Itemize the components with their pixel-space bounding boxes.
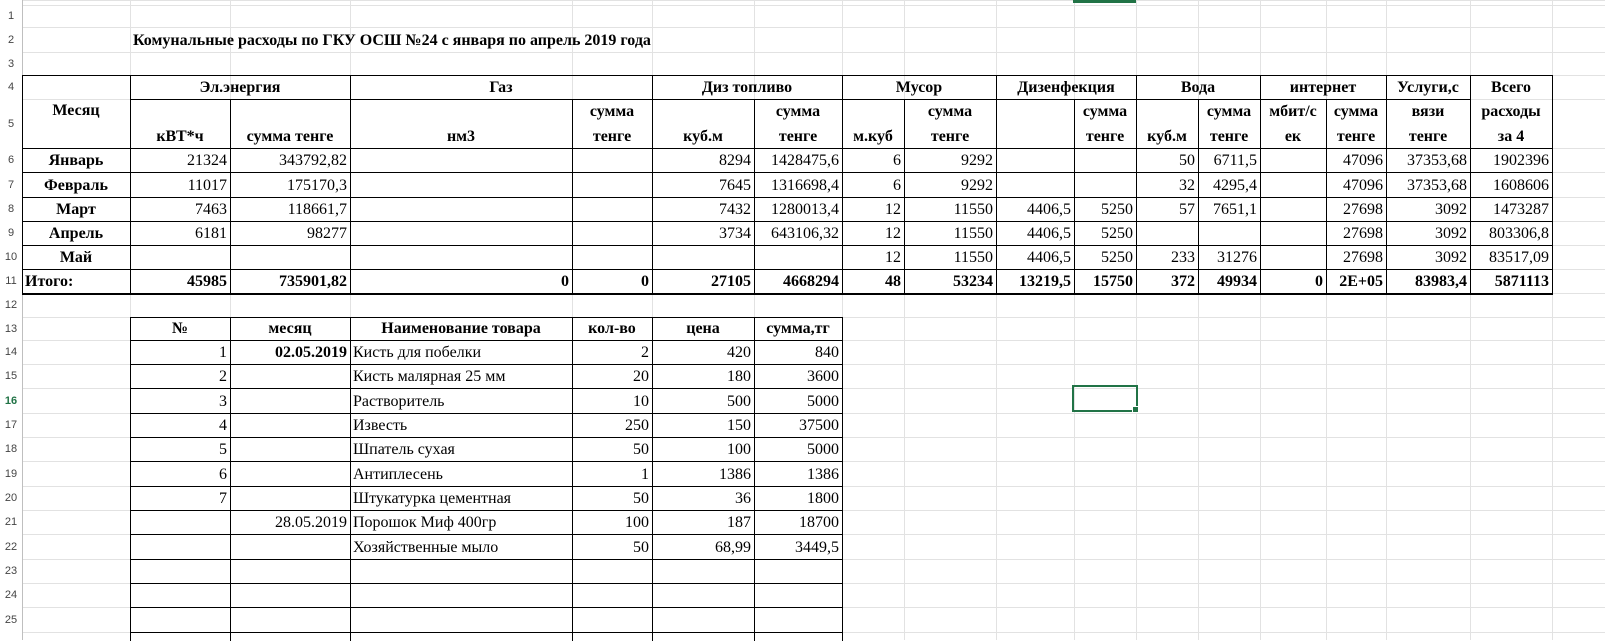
border-line <box>130 437 843 438</box>
data-cell[interactable]: 47096 <box>1343 153 1383 169</box>
data-cell[interactable]: 12 <box>885 250 901 266</box>
totals-cell[interactable]: 5871113 <box>1494 274 1549 290</box>
gridline-horizontal <box>0 5 1605 6</box>
header-trash[interactable]: Мусор <box>895 80 943 96</box>
data-cell[interactable]: 1473287 <box>1493 202 1549 218</box>
subheader-sum[interactable]: сумма <box>775 104 821 120</box>
subheader-nm3[interactable]: нм3 <box>446 129 476 145</box>
border-line <box>130 583 843 584</box>
row-number[interactable]: 4 <box>7 81 15 93</box>
data-cell[interactable]: 7651,1 <box>1213 202 1257 218</box>
border-line <box>842 317 843 641</box>
header-total[interactable]: расходы <box>1481 104 1541 120</box>
fill-handle[interactable] <box>1132 406 1139 413</box>
data-cell[interactable]: 1608606 <box>1493 178 1549 194</box>
item-qty[interactable]: 100 <box>625 515 649 531</box>
totals-cell[interactable]: 13219,5 <box>1019 274 1071 290</box>
totals-cell[interactable]: 27105 <box>711 274 751 290</box>
border-line <box>22 75 1553 76</box>
item-number[interactable]: 4 <box>219 418 227 434</box>
border-line <box>130 461 843 462</box>
border-line <box>230 99 231 294</box>
totals-cell[interactable]: 2E+05 <box>1339 274 1383 290</box>
totals-cell[interactable]: 0 <box>641 274 649 290</box>
data-cell[interactable]: 343792,82 <box>279 153 347 169</box>
border-line <box>22 172 1553 173</box>
data-cell[interactable]: 31276 <box>1217 250 1257 266</box>
item-number[interactable]: 5 <box>219 442 227 458</box>
border-line <box>130 632 843 633</box>
border-line <box>130 364 843 365</box>
border-line <box>130 607 843 608</box>
header-internet[interactable]: интернет <box>1289 80 1357 96</box>
active-column-marker <box>1073 0 1136 3</box>
col-month[interactable]: месяц <box>268 321 312 337</box>
row-number[interactable]: 14 <box>4 346 18 358</box>
data-cell[interactable]: 11550 <box>953 226 993 242</box>
item-sum[interactable]: 5000 <box>807 394 839 410</box>
totals-cell[interactable]: 0 <box>561 274 569 290</box>
border-line <box>754 317 755 641</box>
item-qty[interactable]: 250 <box>625 418 649 434</box>
row-number[interactable]: 25 <box>4 613 18 626</box>
row-number[interactable]: 16 <box>4 394 18 407</box>
data-cell[interactable]: 3092 <box>1435 250 1467 266</box>
item-name[interactable]: Кисть для побелки <box>353 345 482 361</box>
header-gas[interactable]: Газ <box>489 80 513 96</box>
header-electricity[interactable]: Эл.энергия <box>199 80 281 96</box>
data-cell[interactable]: 7432 <box>719 202 751 218</box>
subheader-sum[interactable]: сумма <box>927 104 973 120</box>
totals-cell[interactable]: 735901,82 <box>279 274 347 290</box>
data-cell[interactable]: 83517,09 <box>1489 250 1549 266</box>
subheader-sum[interactable]: тенге <box>778 129 818 145</box>
border-line <box>130 99 1471 100</box>
row-number[interactable]: 13 <box>4 322 18 335</box>
border-line <box>1386 75 1387 294</box>
row-number[interactable]: 1 <box>7 10 15 22</box>
item-qty[interactable]: 50 <box>633 540 649 556</box>
data-cell[interactable]: 98277 <box>307 226 347 242</box>
item-price[interactable]: 1386 <box>719 467 751 483</box>
row-number[interactable]: 10 <box>4 251 18 263</box>
totals-cell[interactable]: 0 <box>1315 274 1323 290</box>
data-cell[interactable]: 37353,68 <box>1407 178 1467 194</box>
border-line <box>130 75 131 294</box>
border-line <box>130 317 131 641</box>
border-line <box>22 293 1553 295</box>
row-number[interactable]: 24 <box>4 589 18 601</box>
item-price[interactable]: 180 <box>727 369 751 385</box>
item-qty[interactable]: 10 <box>633 394 649 410</box>
data-cell[interactable]: 4406,5 <box>1027 226 1071 242</box>
data-cell[interactable]: 27698 <box>1343 202 1383 218</box>
border-line <box>996 75 997 294</box>
data-cell[interactable]: 3734 <box>719 226 751 242</box>
row-number[interactable]: 22 <box>4 540 18 553</box>
border-line <box>652 317 653 641</box>
gridline-vertical <box>1074 0 1075 640</box>
totals-cell[interactable]: 4668294 <box>783 274 839 290</box>
data-cell[interactable]: 32 <box>1179 178 1195 194</box>
border-line <box>754 99 755 294</box>
totals-cell[interactable]: 15750 <box>1093 274 1133 290</box>
row-number[interactable]: 17 <box>4 419 18 431</box>
border-line <box>22 197 1553 198</box>
month-label[interactable]: Январь <box>48 153 104 169</box>
row-number[interactable]: 21 <box>4 516 18 528</box>
item-name[interactable]: Хозяйственные мыло <box>353 540 499 556</box>
data-cell[interactable]: 4295,4 <box>1213 178 1257 194</box>
item-name[interactable]: Растворитель <box>353 394 445 410</box>
item-qty[interactable]: 50 <box>633 442 649 458</box>
item-name[interactable]: Антиплесень <box>353 467 443 483</box>
col-qty[interactable]: кол-во <box>588 321 636 337</box>
data-cell[interactable]: 233 <box>1171 250 1195 266</box>
month-label[interactable]: Апрель <box>48 226 104 242</box>
border-line <box>904 99 905 294</box>
data-cell[interactable]: 3092 <box>1435 226 1467 242</box>
subheader-mbit[interactable]: мбит/с <box>1269 104 1317 120</box>
item-sum[interactable]: 3600 <box>807 369 839 385</box>
border-line <box>130 510 843 511</box>
gridline-horizontal <box>0 52 1605 53</box>
row-number[interactable]: 11 <box>5 275 17 287</box>
border-line <box>350 317 351 641</box>
subheader-sum[interactable]: тенге <box>1336 129 1376 145</box>
totals-cell[interactable]: 53234 <box>953 274 993 290</box>
data-cell[interactable]: 9292 <box>961 178 993 194</box>
border-line <box>1074 99 1075 294</box>
item-name[interactable]: Шпатель сухая <box>353 442 455 458</box>
gridline-horizontal <box>0 27 1605 28</box>
item-date[interactable]: 02.05.2019 <box>275 345 347 361</box>
data-cell[interactable]: 643106,32 <box>771 226 839 242</box>
data-cell[interactable]: 175170,3 <box>287 178 347 194</box>
data-cell[interactable]: 1280013,4 <box>771 202 839 218</box>
border-line <box>22 269 1553 270</box>
item-qty[interactable]: 2 <box>641 345 649 361</box>
data-cell[interactable]: 11550 <box>953 250 993 266</box>
border-line <box>22 148 1553 149</box>
data-cell[interactable]: 4406,5 <box>1027 202 1071 218</box>
data-cell[interactable]: 12 <box>885 202 901 218</box>
item-sum[interactable]: 37500 <box>799 418 839 434</box>
item-sum[interactable]: 18700 <box>799 515 839 531</box>
item-number[interactable]: 6 <box>219 467 227 483</box>
row-number[interactable]: 2 <box>7 33 15 46</box>
totals-cell[interactable]: 48 <box>885 274 901 290</box>
subheader-sum[interactable]: сумма <box>1082 104 1128 120</box>
border-line <box>1326 99 1327 294</box>
row-number[interactable]: 3 <box>7 57 15 70</box>
totals-label[interactable]: Итого: <box>25 274 74 290</box>
row-header[interactable] <box>0 0 23 640</box>
item-number[interactable]: 3 <box>219 394 227 410</box>
data-cell[interactable]: 5250 <box>1101 226 1133 242</box>
data-cell[interactable]: 47096 <box>1343 178 1383 194</box>
data-cell[interactable]: 803306,8 <box>1489 226 1549 242</box>
data-cell[interactable]: 5250 <box>1101 202 1133 218</box>
month-label[interactable]: Март <box>56 202 96 218</box>
subheader-sum[interactable]: сумма <box>1333 104 1379 120</box>
item-sum[interactable]: 1386 <box>807 467 839 483</box>
item-price[interactable]: 187 <box>727 515 751 531</box>
data-cell[interactable]: 21324 <box>187 153 227 169</box>
border-line <box>572 99 573 294</box>
data-cell[interactable]: 9292 <box>961 153 993 169</box>
header-services[interactable]: тенге <box>1408 129 1448 145</box>
data-cell[interactable]: 6 <box>893 178 901 194</box>
data-cell[interactable]: 27698 <box>1343 226 1383 242</box>
border-line <box>130 413 843 414</box>
row-number[interactable]: 5 <box>7 117 15 130</box>
row-number[interactable]: 12 <box>4 299 18 311</box>
row-number[interactable]: 20 <box>4 492 18 504</box>
data-cell[interactable]: 6711,5 <box>1213 153 1257 169</box>
border-line <box>130 534 843 535</box>
item-qty[interactable]: 50 <box>633 491 649 507</box>
item-date[interactable]: 28.05.2019 <box>275 515 347 531</box>
subheader-mkub[interactable]: м.куб <box>853 129 893 145</box>
item-qty[interactable]: 20 <box>633 369 649 385</box>
header-diesel[interactable]: Диз топливо <box>701 80 793 96</box>
subheader-sum[interactable]: сумма <box>589 104 635 120</box>
item-name[interactable]: Известь <box>353 418 408 434</box>
border-line <box>130 486 843 487</box>
totals-cell[interactable]: 49934 <box>1217 274 1257 290</box>
header-services[interactable]: Услуги,с <box>1397 80 1459 96</box>
item-name[interactable]: Штукатурка цементная <box>353 491 512 507</box>
item-qty[interactable]: 1 <box>641 467 649 483</box>
border-line <box>1136 75 1137 294</box>
row-number[interactable]: 15 <box>4 370 18 382</box>
header-water[interactable]: Вода <box>1180 80 1216 96</box>
data-cell[interactable]: 27698 <box>1343 250 1383 266</box>
data-cell[interactable]: 6181 <box>195 226 227 242</box>
border-line <box>22 75 23 294</box>
subheader-sum[interactable]: тенге <box>930 129 970 145</box>
row-number[interactable]: 9 <box>7 227 15 239</box>
item-sum[interactable]: 3449,5 <box>795 540 839 556</box>
row-number[interactable]: 6 <box>7 154 15 166</box>
data-cell[interactable]: 37353,68 <box>1407 153 1467 169</box>
data-cell[interactable]: 11550 <box>953 202 993 218</box>
item-name[interactable]: Порошок Миф 400гр <box>353 515 497 531</box>
item-price[interactable]: 36 <box>735 491 751 507</box>
item-price[interactable]: 150 <box>727 418 751 434</box>
totals-cell[interactable]: 45985 <box>187 274 227 290</box>
gridline-vertical <box>1198 0 1199 640</box>
totals-cell[interactable]: 372 <box>1171 274 1195 290</box>
data-cell[interactable]: 3092 <box>1435 202 1467 218</box>
row-number[interactable]: 8 <box>7 203 15 215</box>
col-sum[interactable]: сумма,тг <box>766 321 830 337</box>
data-cell[interactable]: 11017 <box>187 178 227 194</box>
header-total[interactable]: за 4 <box>1497 129 1525 145</box>
item-number[interactable]: 2 <box>219 369 227 385</box>
row-number[interactable]: 19 <box>4 467 18 480</box>
data-cell[interactable]: 118661,7 <box>287 202 347 218</box>
item-sum[interactable]: 5000 <box>807 442 839 458</box>
subheader-sum[interactable]: тенге <box>1209 129 1249 145</box>
item-number[interactable]: 1 <box>219 345 227 361</box>
data-cell[interactable]: 7645 <box>719 178 751 194</box>
col-number[interactable]: № <box>171 321 189 337</box>
item-price[interactable]: 100 <box>727 442 751 458</box>
data-cell[interactable]: 1428475,6 <box>771 153 839 169</box>
subheader-kubm[interactable]: куб.м <box>683 129 723 145</box>
data-cell[interactable]: 6 <box>893 153 901 169</box>
col-price[interactable]: цена <box>686 321 720 337</box>
item-price[interactable]: 68,99 <box>715 540 751 556</box>
subheader-sum[interactable]: сумма <box>1206 104 1252 120</box>
border-line <box>230 317 231 641</box>
totals-cell[interactable]: 83983,4 <box>1415 274 1467 290</box>
row-number[interactable]: 7 <box>7 178 15 191</box>
item-price[interactable]: 420 <box>727 345 751 361</box>
border-line <box>130 317 843 318</box>
month-label[interactable]: Май <box>59 250 93 266</box>
border-line <box>130 388 843 389</box>
border-line <box>350 75 351 294</box>
header-services[interactable]: вязи <box>1411 104 1445 120</box>
border-line <box>130 559 843 560</box>
sheet-title[interactable]: Комунальные расходы по ГКУ ОСШ №24 с января по апрель 2019 года <box>133 33 651 49</box>
subheader-sum[interactable]: тенге <box>592 129 632 145</box>
gridline-horizontal <box>0 0 1605 1</box>
header-total[interactable]: Всего <box>1491 80 1531 96</box>
item-name[interactable]: Кисть малярная 25 мм <box>353 369 506 385</box>
subheader-kwh[interactable]: кВТ*ч <box>156 129 204 145</box>
border-line <box>130 340 843 341</box>
data-cell[interactable]: 1316698,4 <box>771 178 839 194</box>
border-line <box>1198 99 1199 294</box>
data-cell[interactable]: 57 <box>1179 202 1195 218</box>
gridline-vertical <box>1326 0 1327 640</box>
data-cell[interactable]: 50 <box>1179 153 1195 169</box>
subheader-sum[interactable]: тенге <box>1085 129 1125 145</box>
data-cell[interactable]: 1902396 <box>1493 153 1549 169</box>
border-line <box>572 317 573 641</box>
subheader-kubm[interactable]: куб.м <box>1147 129 1187 145</box>
data-cell[interactable]: 5250 <box>1101 250 1133 266</box>
border-line <box>1260 75 1261 294</box>
border-line <box>22 245 1553 246</box>
border-line <box>652 75 653 294</box>
header-disinfection[interactable]: Дизенфекция <box>1017 80 1115 96</box>
month-label[interactable]: Февраль <box>44 178 108 194</box>
data-cell[interactable]: 4406,5 <box>1027 250 1071 266</box>
gridline-vertical <box>904 0 905 640</box>
item-number[interactable]: 7 <box>219 491 227 507</box>
border-line <box>22 221 1553 222</box>
active-cell-selection[interactable] <box>1072 385 1138 412</box>
col-name[interactable]: Наименование товара <box>381 321 541 337</box>
border-line <box>842 75 843 294</box>
subheader-mbit[interactable]: ек <box>1284 129 1302 145</box>
data-cell[interactable]: 8294 <box>719 153 751 169</box>
item-sum[interactable]: 840 <box>815 345 839 361</box>
item-price[interactable]: 500 <box>727 394 751 410</box>
border-line <box>1552 75 1553 294</box>
data-cell[interactable]: 7463 <box>195 202 227 218</box>
data-cell[interactable]: 12 <box>885 226 901 242</box>
border-line <box>1470 75 1471 294</box>
row-number[interactable]: 18 <box>4 443 18 455</box>
row-number[interactable]: 23 <box>4 565 18 577</box>
item-sum[interactable]: 1800 <box>807 491 839 507</box>
header-month[interactable]: Месяц <box>52 103 100 119</box>
subheader-sum[interactable]: сумма тенге <box>246 129 334 145</box>
